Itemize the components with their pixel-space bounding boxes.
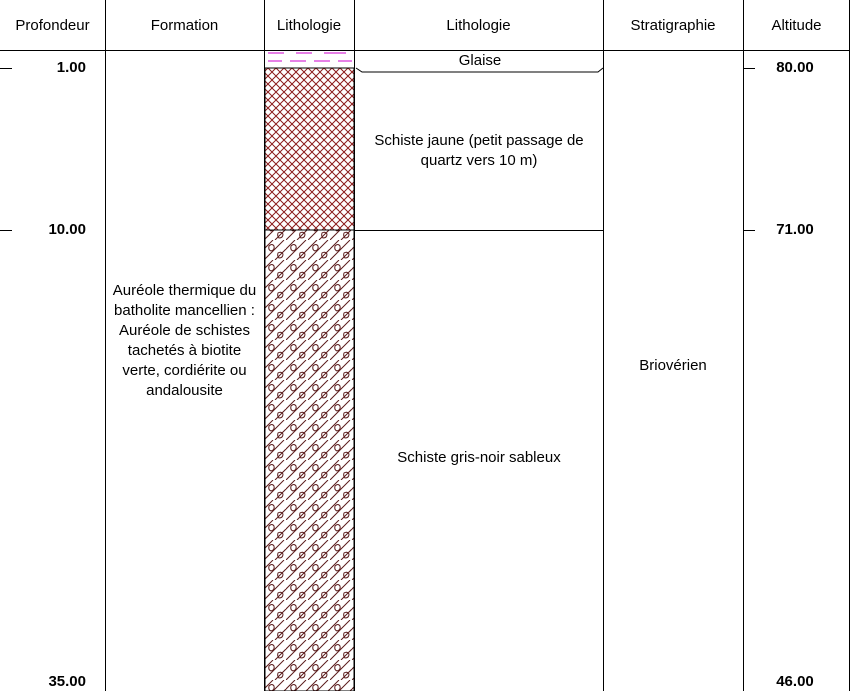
- header-formation: Formation: [150, 16, 219, 34]
- altitude-label-46: 46.00: [776, 673, 814, 690]
- layer-schiste-gris-label: Schiste gris-noir sableux: [397, 449, 561, 466]
- layer-schiste-jaune-label: Schiste jaune (petit passage de quartz vers 10 m): [374, 132, 584, 169]
- stratigraphie-label: Briovérien: [639, 357, 707, 374]
- depth-label-10: 10.00: [48, 221, 86, 238]
- header-stratigraphie: Stratigraphie: [630, 16, 716, 34]
- layer-glaise-pattern: [268, 53, 352, 61]
- formation-description: Auréole thermique du batholite mancellien : Auréole de schistes tachetés à biotite verte, cordiérite ou andalousite: [112, 282, 257, 399]
- header-lithologie-column: Lithologie: [276, 16, 342, 34]
- altitude-label-80: 80.00: [776, 59, 814, 76]
- altitude-label-71: 71.00: [776, 221, 814, 238]
- header-lithologie-description: Lithologie: [446, 16, 511, 34]
- depth-label-35: 35.00: [48, 673, 86, 690]
- depth-label-1: 1.00: [56, 59, 86, 76]
- layer-schiste-gris-pattern: [265, 230, 354, 691]
- header-altitude: Altitude: [771, 16, 822, 34]
- layer-schiste-jaune-pattern: [265, 68, 354, 230]
- layer-glaise-label: Glaise: [458, 52, 502, 69]
- header-profondeur: Profondeur: [15, 16, 90, 34]
